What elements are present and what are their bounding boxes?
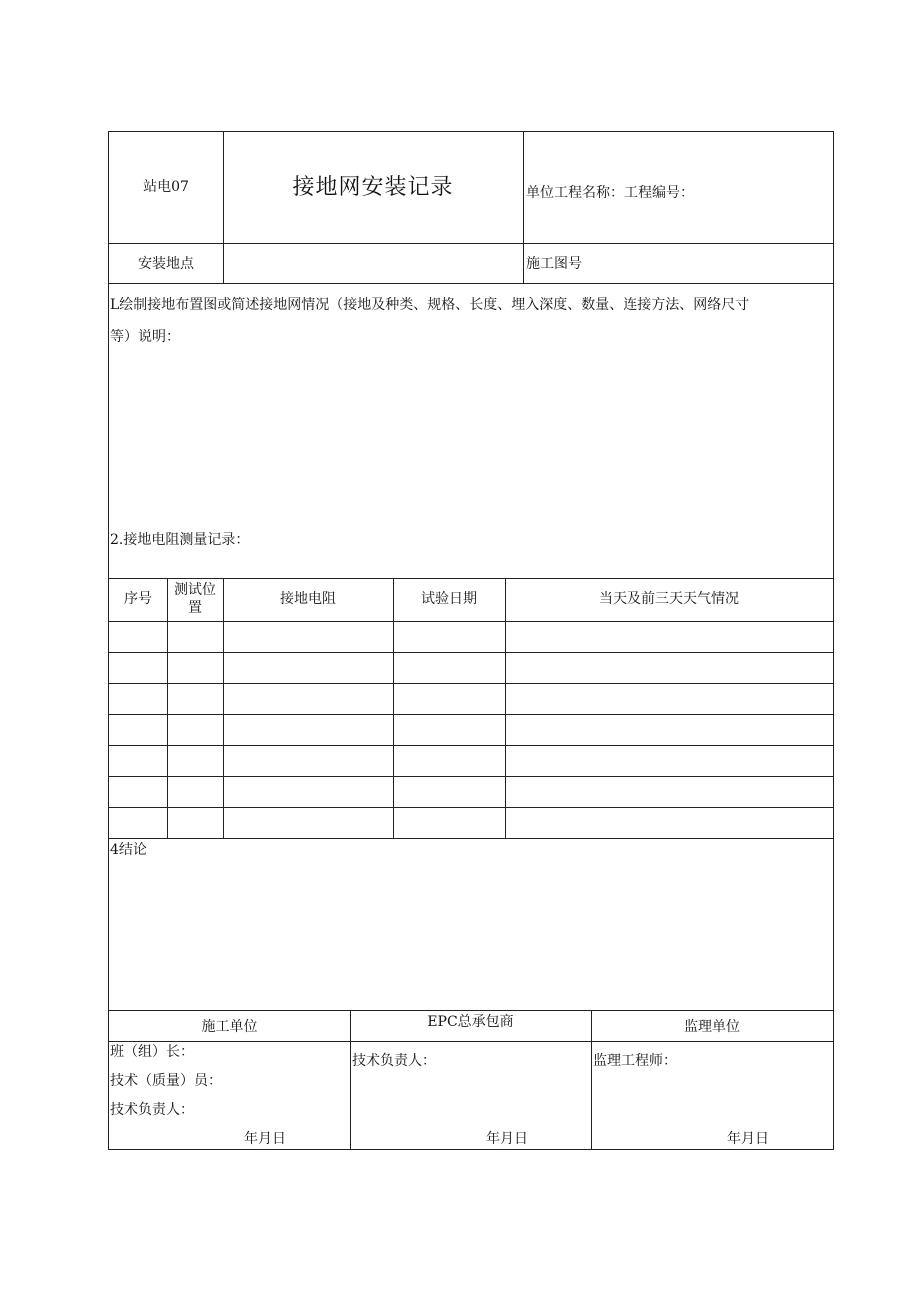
table-row-line (109, 745, 833, 746)
table-row-line (109, 683, 833, 684)
col-header-test-position-line1: 测试位 (174, 582, 216, 598)
table-bottom-line (109, 838, 833, 839)
col-header-test-position-line2: 置 (188, 600, 202, 616)
table-col-divider (167, 578, 168, 838)
location-divider (109, 283, 833, 284)
form-code: 站电07 (143, 179, 189, 195)
resistance-section-title: 2.接地电阻测量记录： (110, 532, 250, 548)
epc-tech-responsible-label: 技术负责人： (352, 1053, 436, 1069)
table-col-divider (393, 578, 394, 838)
signature-top-line (109, 1010, 833, 1011)
header-divider (109, 243, 833, 244)
epc-contractor-label: EPC总承包商 (427, 1014, 514, 1030)
supervision-unit-label: 监理单位 (684, 1019, 740, 1035)
layout-description-line1: L绘制接地布置图或简述接地网情况（接地及种类、规格、长度、埋入深度、数量、连接方法、网络尺寸 (110, 297, 750, 313)
table-row-line (109, 776, 833, 777)
header-col-divider (523, 132, 524, 283)
col-header-weather: 当天及前三天天气情况 (599, 591, 739, 607)
table-row-line (109, 714, 833, 715)
table-col-divider (223, 578, 224, 838)
tech-quality-label: 技术（质量）员： (110, 1073, 222, 1089)
drawing-number-label: 施工图号 (526, 256, 582, 272)
layout-description-line2: 等）说明： (110, 329, 180, 345)
signature-header-line (109, 1041, 833, 1042)
supervision-engineer-label: 监理工程师： (593, 1053, 677, 1069)
table-row-line (109, 807, 833, 808)
conclusion-title: 4结论 (110, 842, 147, 858)
table-row-line (109, 652, 833, 653)
col-header-test-date: 试验日期 (421, 591, 477, 607)
table-top-line (109, 578, 833, 579)
construction-unit-label: 施工单位 (201, 1019, 258, 1035)
tech-responsible-label: 技术负责人： (110, 1102, 194, 1118)
supervision-date: 年月日 (727, 1131, 769, 1147)
table-col-divider (505, 578, 506, 838)
grounding-record-form (108, 131, 834, 1150)
header-col-divider (223, 132, 224, 283)
unit-project-label: 单位工程名称：工程编号： (526, 185, 694, 201)
construction-date: 年月日 (244, 1131, 286, 1147)
form-title: 接地网安装记录 (292, 175, 454, 200)
location-label: 安装地点 (138, 256, 194, 272)
location-value[interactable] (227, 254, 519, 274)
col-header-resistance: 接地电阻 (280, 591, 336, 607)
table-header-line (109, 621, 833, 622)
epc-date: 年月日 (486, 1131, 528, 1147)
team-leader-label: 班（组）长： (110, 1044, 194, 1060)
col-header-serial: 序号 (124, 591, 152, 607)
